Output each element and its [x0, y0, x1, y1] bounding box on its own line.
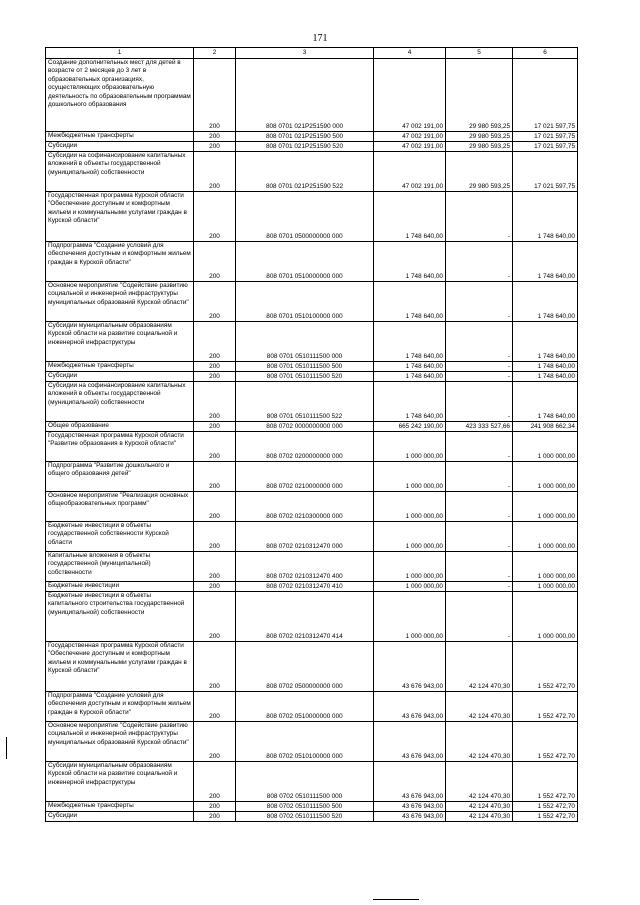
row-code-cell: 808 0702 0200000000 000: [236, 432, 374, 462]
row-code-cell: 808 0702 0510000000 000: [236, 692, 374, 722]
row-col6-cell: 1 748 640,00: [513, 382, 578, 422]
row-name-cell: Субсидии на софинансирование капитальных вложений в объекты государственной (муниципальной) собственности: [46, 382, 194, 422]
row-code-cell: 808 0702 0510100000 000: [236, 722, 374, 762]
row-ministry-cell: 200: [194, 422, 236, 432]
row-name-cell: Основное мероприятие "Реализация основных общеобразовательных программ": [46, 492, 194, 522]
row-ministry-cell: 200: [194, 372, 236, 382]
row-col6-cell: 1 000 000,00: [513, 522, 578, 552]
row-col5-cell: -: [446, 432, 513, 462]
row-code-cell: 808 0701 0510100000 000: [236, 282, 374, 322]
row-ministry-cell: 200: [194, 802, 236, 812]
table-row: [46, 242, 578, 282]
table-row: [46, 762, 578, 802]
row-col5-cell: -: [446, 522, 513, 552]
row-col4-cell: 1 748 640,00: [374, 362, 446, 372]
table-row: [46, 552, 578, 582]
row-col4-cell: 43 676 943,00: [374, 812, 446, 822]
page-number: 171: [312, 33, 328, 44]
row-name-cell: Субсидии: [46, 142, 194, 152]
row-code-cell: 808 0702 0500000000 000: [236, 642, 374, 692]
row-col4-cell: 47 002 191,00: [374, 132, 446, 142]
row-name-cell: Субсидии: [46, 372, 194, 382]
row-col6-cell: 17 021 597,75: [513, 152, 578, 192]
row-ministry-cell: 200: [194, 322, 236, 362]
table-row: [46, 152, 578, 192]
table-row: [46, 372, 578, 382]
row-col5-cell: 42 124 470,30: [446, 812, 513, 822]
table-row: [46, 59, 578, 132]
row-col5-cell: 423 333 527,66: [446, 422, 513, 432]
row-col6-cell: 1 748 640,00: [513, 192, 578, 242]
row-col4-cell: 47 002 191,00: [374, 142, 446, 152]
row-name-cell: Межбюджетные трансферты: [46, 362, 194, 372]
row-code-cell: 808 0702 0210000000 000: [236, 462, 374, 492]
row-col5-cell: -: [446, 492, 513, 522]
row-col5-cell: -: [446, 582, 513, 592]
row-col6-cell: 1 552 472,70: [513, 642, 578, 692]
header-col-1: 1: [46, 48, 194, 59]
row-col4-cell: 43 676 943,00: [374, 722, 446, 762]
row-col6-cell: 1 748 640,00: [513, 242, 578, 282]
row-ministry-cell: 200: [194, 132, 236, 142]
table-row: [46, 492, 578, 522]
row-ministry-cell: 200: [194, 142, 236, 152]
row-col4-cell: 1 000 000,00: [374, 432, 446, 462]
row-ministry-cell: 200: [194, 592, 236, 642]
row-code-cell: 808 0702 0510111500 520: [236, 812, 374, 822]
table-row: [46, 522, 578, 552]
row-ministry-cell: 200: [194, 282, 236, 322]
row-name-cell: Общее образование: [46, 422, 194, 432]
row-col4-cell: 1 000 000,00: [374, 522, 446, 552]
row-col5-cell: 42 124 470,30: [446, 642, 513, 692]
row-col4-cell: 47 002 191,00: [374, 152, 446, 192]
row-col6-cell: 1 000 000,00: [513, 592, 578, 642]
table-row: [46, 812, 578, 822]
table-row: [46, 432, 578, 462]
row-name-cell: Государственная программа Курской области "Развитие образования в Курской области": [46, 432, 194, 462]
row-col4-cell: 47 002 191,00: [374, 59, 446, 132]
scan-bottom-mark: [373, 899, 419, 900]
row-ministry-cell: 200: [194, 552, 236, 582]
table-row: [46, 592, 578, 642]
row-ministry-cell: 200: [194, 59, 236, 132]
row-col5-cell: -: [446, 192, 513, 242]
row-col4-cell: 43 676 943,00: [374, 642, 446, 692]
row-name-cell: Бюджетные инвестиции в объекты капитального строительства государственной (муниципальной) собственности: [46, 592, 194, 642]
row-code-cell: 808 0701 0510000000 000: [236, 242, 374, 282]
row-col6-cell: 1 748 640,00: [513, 372, 578, 382]
row-code-cell: 808 0701 021P251590 520: [236, 142, 374, 152]
row-col6-cell: 1 000 000,00: [513, 582, 578, 592]
row-col6-cell: 1 748 640,00: [513, 362, 578, 372]
row-ministry-cell: 200: [194, 692, 236, 722]
row-ministry-cell: 200: [194, 152, 236, 192]
row-ministry-cell: 200: [194, 362, 236, 372]
row-col4-cell: 1 748 640,00: [374, 322, 446, 362]
table-row: [46, 692, 578, 722]
row-code-cell: 808 0701 0510111500 520: [236, 372, 374, 382]
table-row: [46, 282, 578, 322]
row-name-cell: Создание дополнительных мест для детей в возрасте от 2 месяцев до 3 лет в образовательных организациях, осуществляющих образовательную деятельность по образовательным программам дошкольного образования: [46, 59, 194, 132]
table-row: [46, 192, 578, 242]
row-col4-cell: 1 000 000,00: [374, 582, 446, 592]
row-code-cell: 808 0701 021P251590 000: [236, 59, 374, 132]
budget-table: [45, 47, 578, 822]
row-name-cell: Капитальные вложения в объекты государственной (муниципальной) собственности: [46, 552, 194, 582]
row-col6-cell: 1 552 472,70: [513, 722, 578, 762]
row-code-cell: 808 0702 0210312470 414: [236, 592, 374, 642]
row-col6-cell: 1 748 640,00: [513, 322, 578, 362]
row-name-cell: Межбюджетные трансферты: [46, 132, 194, 142]
row-ministry-cell: 200: [194, 582, 236, 592]
row-col6-cell: 1 000 000,00: [513, 432, 578, 462]
row-ministry-cell: 200: [194, 382, 236, 422]
row-col5-cell: 42 124 470,30: [446, 762, 513, 802]
row-col5-cell: 42 124 470,30: [446, 802, 513, 812]
row-name-cell: Субсидии на софинансирование капитальных вложений в объекты государственной (муниципальной) собственности: [46, 152, 194, 192]
row-col6-cell: 17 021 597,75: [513, 142, 578, 152]
row-code-cell: 808 0702 0000000000 000: [236, 422, 374, 432]
row-ministry-cell: 200: [194, 432, 236, 462]
row-col5-cell: -: [446, 282, 513, 322]
table-row: [46, 132, 578, 142]
row-col6-cell: 1 000 000,00: [513, 492, 578, 522]
header-col-5: 5: [446, 48, 513, 59]
row-name-cell: Государственная программа Курской области "Обеспечение доступным и комфортным жильем и коммунальными услугами граждан в Курской области": [46, 642, 194, 692]
row-code-cell: 808 0701 0500000000 000: [236, 192, 374, 242]
row-name-cell: Бюджетные инвестиции: [46, 582, 194, 592]
row-col4-cell: 1 748 640,00: [374, 242, 446, 282]
row-col4-cell: 1 000 000,00: [374, 592, 446, 642]
table-row: [46, 382, 578, 422]
row-col4-cell: 1 000 000,00: [374, 492, 446, 522]
table-row: [46, 582, 578, 592]
row-name-cell: Субсидии муниципальным образованиям Курской области на развитие социальной и инженерной инфраструктуры: [46, 762, 194, 802]
row-col6-cell: 17 021 597,75: [513, 132, 578, 142]
row-col4-cell: 43 676 943,00: [374, 802, 446, 812]
row-ministry-cell: 200: [194, 762, 236, 802]
row-col6-cell: 1 748 640,00: [513, 282, 578, 322]
table-row: [46, 802, 578, 812]
row-name-cell: Основное мероприятие "Содействие развитию социальной и инженерной инфраструктуры муниципальных образований Курской области": [46, 282, 194, 322]
budget-table-body: [46, 48, 578, 822]
header-col-4: 4: [374, 48, 446, 59]
row-col4-cell: 665 242 190,00: [374, 422, 446, 432]
row-code-cell: 808 0701 0510111500 500: [236, 362, 374, 372]
row-col5-cell: -: [446, 592, 513, 642]
header-col-2: 2: [194, 48, 236, 59]
row-code-cell: 808 0702 0210300000 000: [236, 492, 374, 522]
row-name-cell: Подпрограмма "Развитие дошкольного и общего образования детей": [46, 462, 194, 492]
row-name-cell: Подпрограмма "Создание условий для обеспечения доступным и комфортным жильем граждан в Курской области": [46, 692, 194, 722]
row-code-cell: 808 0702 0510111500 000: [236, 762, 374, 802]
row-ministry-cell: 200: [194, 522, 236, 552]
row-col4-cell: 1 748 640,00: [374, 372, 446, 382]
table-row: [46, 422, 578, 432]
table-row: [46, 722, 578, 762]
row-col5-cell: 29 980 593,25: [446, 132, 513, 142]
row-col5-cell: -: [446, 322, 513, 362]
row-col5-cell: 42 124 470,30: [446, 692, 513, 722]
row-code-cell: 808 0701 021P251590 522: [236, 152, 374, 192]
table-header-row: [46, 48, 578, 59]
row-col6-cell: 1 552 472,70: [513, 802, 578, 812]
row-col4-cell: 1 000 000,00: [374, 552, 446, 582]
table-row: [46, 142, 578, 152]
row-col5-cell: -: [446, 462, 513, 492]
scan-margin-mark: [6, 737, 7, 759]
row-col6-cell: 1 000 000,00: [513, 552, 578, 582]
table-row: [46, 362, 578, 372]
row-col6-cell: 1 552 472,70: [513, 762, 578, 802]
row-col4-cell: 1 748 640,00: [374, 282, 446, 322]
row-name-cell: Субсидии: [46, 812, 194, 822]
row-code-cell: 808 0701 0510111500 000: [236, 322, 374, 362]
row-col5-cell: -: [446, 242, 513, 282]
row-col5-cell: -: [446, 362, 513, 372]
row-ministry-cell: 200: [194, 192, 236, 242]
row-code-cell: 808 0701 0510111500 522: [236, 382, 374, 422]
row-col5-cell: -: [446, 372, 513, 382]
row-name-cell: Бюджетные инвестиции в объекты государственной собственности Курской области: [46, 522, 194, 552]
row-col6-cell: 1 000 000,00: [513, 462, 578, 492]
table-row: [46, 642, 578, 692]
row-code-cell: 808 0701 021P251590 500: [236, 132, 374, 142]
row-col6-cell: 241 908 662,34: [513, 422, 578, 432]
row-col4-cell: 1 748 640,00: [374, 382, 446, 422]
row-col6-cell: 17 021 597,75: [513, 59, 578, 132]
row-ministry-cell: 200: [194, 462, 236, 492]
table-row: [46, 322, 578, 362]
row-col6-cell: 1 552 472,70: [513, 812, 578, 822]
row-col5-cell: 42 124 470,30: [446, 722, 513, 762]
row-code-cell: 808 0702 0510111500 500: [236, 802, 374, 812]
row-ministry-cell: 200: [194, 492, 236, 522]
row-name-cell: Государственная программа Курской области "Обеспечение доступным и комфортным жильем и коммунальными услугами граждан в Курской области": [46, 192, 194, 242]
header-col-6: 6: [513, 48, 578, 59]
row-ministry-cell: 200: [194, 242, 236, 282]
row-col6-cell: 1 552 472,70: [513, 692, 578, 722]
row-col4-cell: 43 676 943,00: [374, 692, 446, 722]
row-col5-cell: 29 980 593,25: [446, 59, 513, 132]
row-name-cell: Межбюджетные трансферты: [46, 802, 194, 812]
row-col5-cell: -: [446, 552, 513, 582]
row-code-cell: 808 0702 0210312470 410: [236, 582, 374, 592]
row-code-cell: 808 0702 0210312470 400: [236, 552, 374, 582]
row-col4-cell: 1 748 640,00: [374, 192, 446, 242]
row-ministry-cell: 200: [194, 812, 236, 822]
row-col5-cell: 29 980 593,25: [446, 142, 513, 152]
row-name-cell: Субсидии муниципальным образованиям Курской области на развитие социальной и инженерной инфраструктуры: [46, 322, 194, 362]
row-name-cell: Основное мероприятие "Содействие развитию социальной и инженерной инфраструктуры муниципальных образований Курской области": [46, 722, 194, 762]
row-col4-cell: 1 000 000,00: [374, 462, 446, 492]
table-row: [46, 462, 578, 492]
row-col5-cell: -: [446, 382, 513, 422]
row-code-cell: 808 0702 0210312470 000: [236, 522, 374, 552]
header-col-3: 3: [236, 48, 374, 59]
row-ministry-cell: 200: [194, 722, 236, 762]
row-ministry-cell: 200: [194, 642, 236, 692]
row-col4-cell: 43 676 943,00: [374, 762, 446, 802]
row-col5-cell: 29 980 593,25: [446, 152, 513, 192]
row-name-cell: Подпрограмма "Создание условий для обеспечения доступным и комфортным жильем граждан в Курской области": [46, 242, 194, 282]
